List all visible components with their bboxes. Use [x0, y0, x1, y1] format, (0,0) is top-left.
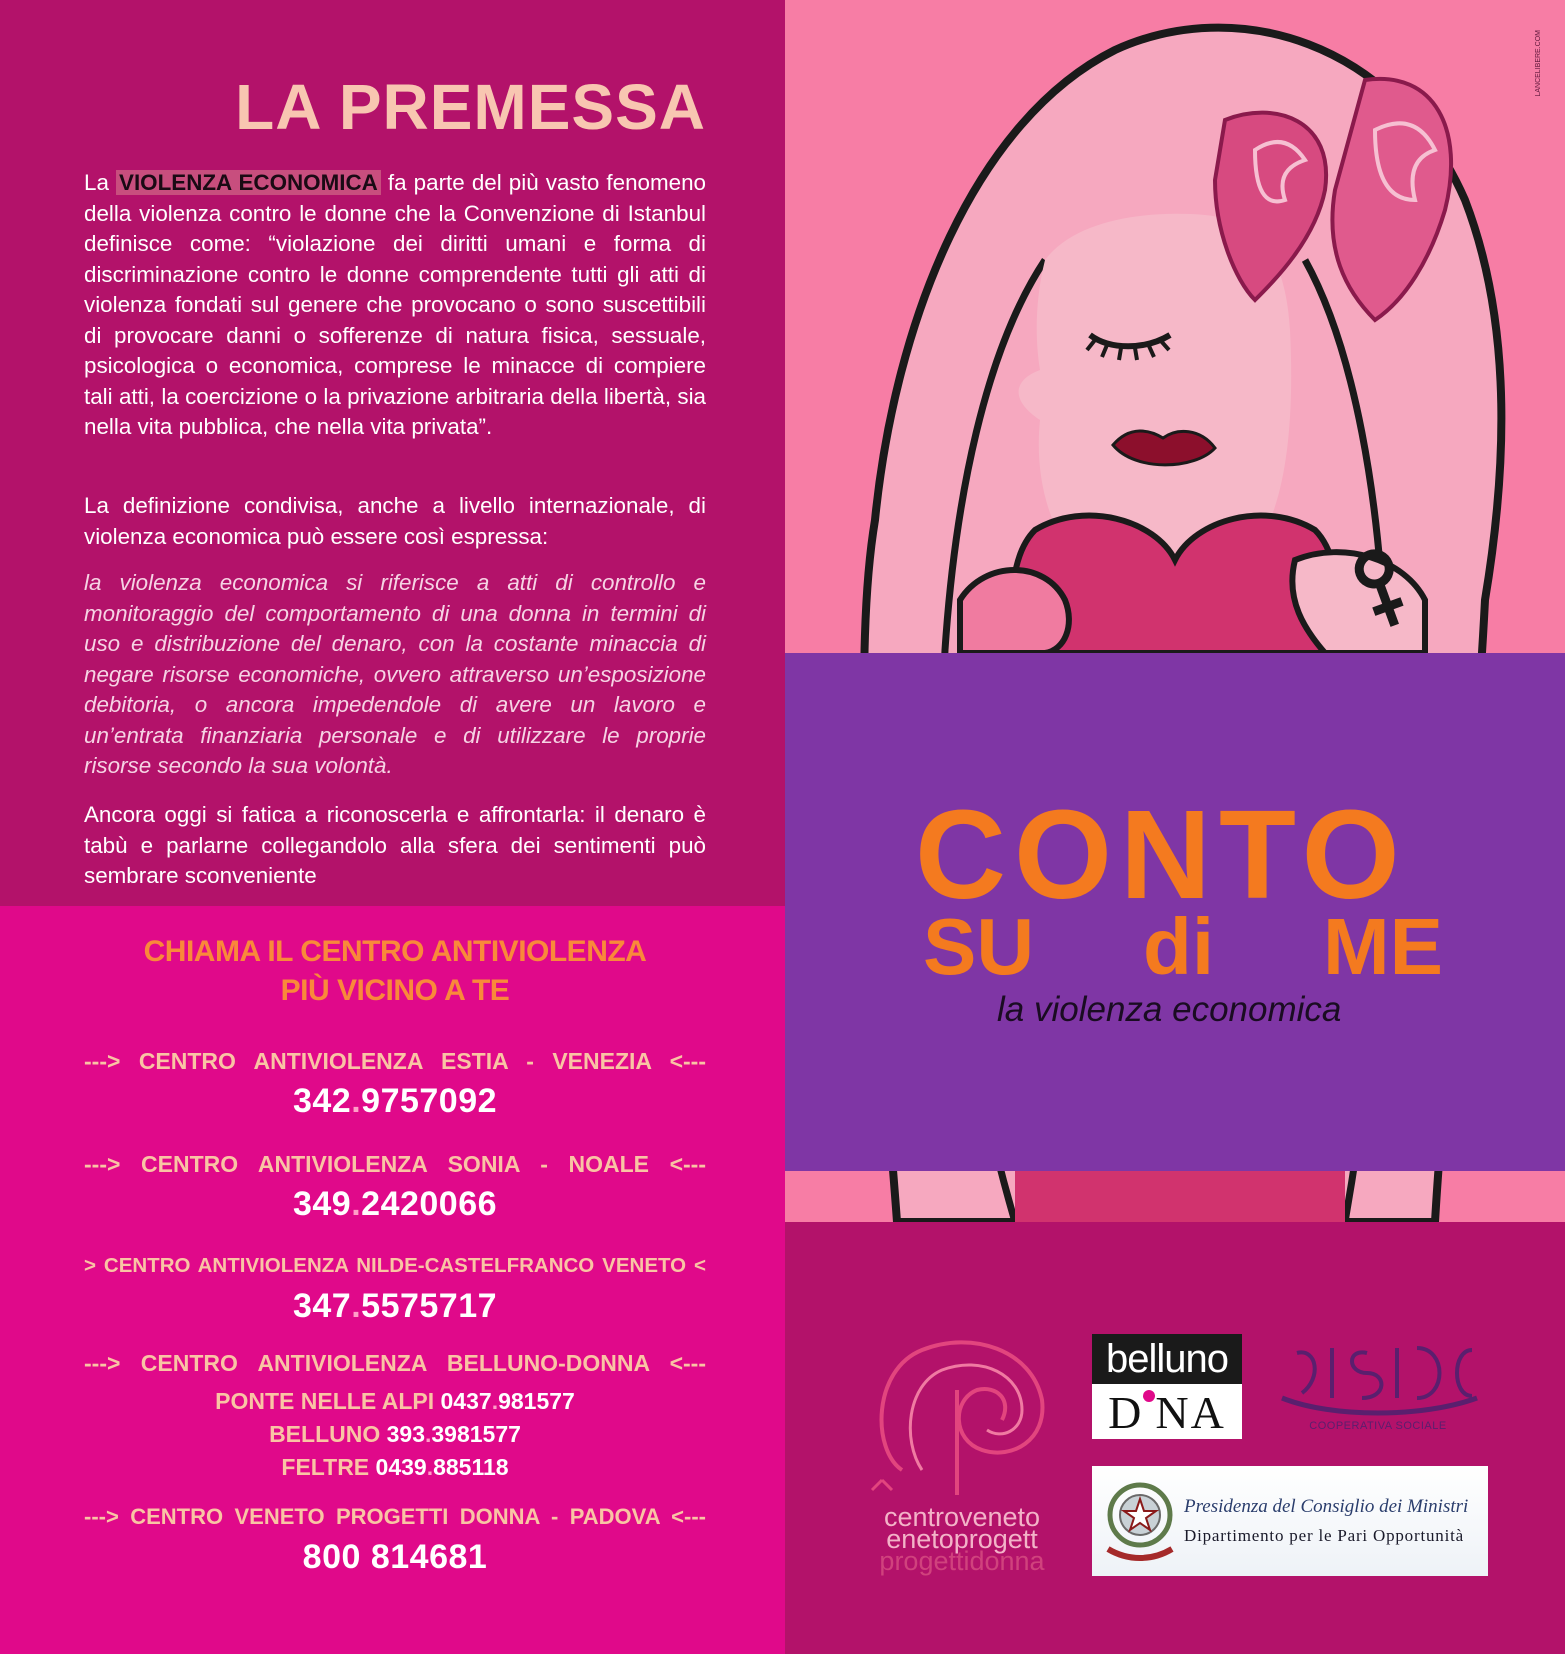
belluno-letters-rest: NA: [1155, 1387, 1226, 1438]
contacts-title-line-2: PIÙ VICINO A TE: [280, 974, 510, 1007]
cover-title-line-2: [923, 902, 1443, 992]
logo-centro-veneto-progetti-donna: [862, 1330, 1062, 1590]
phone-ponte-nelle-alpi[interactable]: [84, 1388, 706, 1415]
violenza-economica-highlight: VIOLENZA ECONOMICA: [116, 170, 381, 195]
place-name: PONTE NELLE ALPI: [215, 1388, 435, 1414]
phone-separator: .: [351, 1082, 362, 1120]
phone-number: 885118: [433, 1454, 509, 1480]
belluno-letter-d: D: [1108, 1387, 1144, 1438]
dress-bottom: [1015, 1171, 1345, 1222]
title-di: di: [1143, 902, 1215, 991]
phone-prefix: 0439: [375, 1454, 427, 1480]
phone-number: 3981577: [431, 1421, 521, 1447]
belluno-wordmark-bottom: [1092, 1386, 1242, 1439]
premessa-title: LA PREMESSA: [235, 71, 706, 143]
phone-number: 2420066: [361, 1185, 498, 1223]
contacts-title: [84, 932, 706, 1010]
logo-presidenza-consiglio: [1092, 1466, 1488, 1576]
centre-name-belluno: ---> CENTRO ANTIVIOLENZA BELLUNO-DONNA <---: [84, 1350, 706, 1376]
logo-belluno-donna: [1092, 1334, 1242, 1439]
centre-name-sonia: ---> CENTRO ANTIVIOLENZA SONIA - NOALE <---: [84, 1151, 706, 1177]
premessa-paragraph-1: [84, 168, 706, 443]
centre-name-nilde: > CENTRO ANTIVIOLENZA NILDE-CASTELFRANCO VENETO <: [84, 1254, 706, 1277]
phone-prefix: 800 814681: [302, 1538, 488, 1576]
phone-number: 5575717: [361, 1287, 498, 1325]
centre-name-padova: ---> CENTRO VENETO PROGETTI DONNA - PADOVA <---: [84, 1504, 706, 1529]
definition-quote: la violenza economica si riferisce a atti di controllo e monitoraggio del comportamento di una donna in termini di uso e distribuzione del denaro, con la costante minaccia di negare risorse economiche, ovvero attraverso un’esposizione debitoria, o ancora impedendole di avere un lavoro e un’entrata finanziaria personale e di utilizzare le proprie risorse secondo la sua volontà.: [84, 570, 706, 778]
presidenza-name: Presidenza del Consiglio dei Ministri: [1184, 1496, 1469, 1517]
place-name: BELLUNO: [269, 1421, 381, 1447]
phone-number: 981577: [498, 1388, 575, 1414]
logo-iside: [1272, 1338, 1484, 1438]
spiral-logo-icon: [862, 1330, 1062, 1500]
phone-separator: .: [425, 1421, 432, 1447]
cover-title: CONTO: [915, 784, 1408, 925]
paragraph-1-rest: fa parte del più vasto fenomeno della violenza contro le donne che la Convenzione di Istanbul definisce come: “violazione dei diritti umani e forma di discriminazione contro le donne comprendente tutti gli atti di violenza fondati sul genere che provocano o sono suscettibili di provocare danni o sofferenze di natura fisica, sessuale, psicologica o economica, comprese le minacce di compiere tali atti, la coercizione o la privazione arbitraria della libertà, sia nella vita pubblica, che nella vita privata”.: [84, 170, 706, 439]
phone-number: 9757092: [361, 1082, 498, 1120]
phone-padova[interactable]: [84, 1538, 706, 1577]
dipartimento-name: Dipartimento per le Pari Opportunità: [1184, 1526, 1464, 1545]
phone-prefix: 0437: [440, 1388, 492, 1414]
phone-nilde[interactable]: [84, 1287, 706, 1326]
title-su: SU: [923, 902, 1035, 991]
left-hand: [960, 570, 1069, 653]
centre-name-estia: ---> CENTRO ANTIVIOLENZA ESTIA - VENEZIA <---: [84, 1048, 706, 1074]
cvpd-line-1: centroveneto: [883, 1502, 1041, 1532]
phone-separator: .: [426, 1454, 434, 1480]
credit-text: LANCELIBERE.COM: [1535, 30, 1542, 97]
iside-caption: COOPERATIVA SOCIALE: [1309, 1420, 1447, 1432]
phone-estia[interactable]: [84, 1082, 706, 1121]
cover-subtitle: la violenza economica: [997, 990, 1342, 1029]
paragraph-1-start: La: [84, 170, 117, 195]
cvpd-wordmark: [862, 1502, 1062, 1576]
phone-separator: .: [491, 1388, 499, 1414]
phone-belluno[interactable]: [84, 1421, 706, 1448]
premessa-paragraph-4: Ancora oggi si fatica a riconoscerla e affrontarla: il denaro è tabù e parlarne collegandolo alla sfera dei sentimenti può sembrare sconveniente: [84, 802, 706, 888]
phone-sonia[interactable]: [84, 1185, 706, 1224]
phone-separator: .: [351, 1185, 362, 1223]
phone-prefix: 342: [292, 1082, 352, 1120]
italian-emblem-icon: [1098, 1473, 1182, 1569]
title-me: ME: [1322, 902, 1443, 991]
belluno-wordmark-top: belluno: [1092, 1334, 1242, 1384]
premessa-paragraph-2: La definizione condivisa, anche a livello internazionale, di violenza economica può essere così espressa:: [84, 493, 706, 549]
phone-prefix: 393: [386, 1421, 425, 1447]
iside-wordmark-icon: [1272, 1338, 1484, 1418]
place-name: FELTRE: [281, 1454, 370, 1480]
phone-prefix: 349: [292, 1185, 352, 1223]
pink-dot-icon: [1143, 1390, 1155, 1402]
cvpd-line-2: enetoprogett: [886, 1524, 1038, 1554]
contacts-title-line-1: CHIAMA IL CENTRO ANTIVIOLENZA: [143, 935, 647, 968]
phone-prefix: 347: [292, 1287, 352, 1325]
phone-feltre[interactable]: [84, 1454, 706, 1481]
phone-separator: .: [351, 1287, 362, 1325]
cvpd-line-3: progettidonna: [879, 1546, 1045, 1576]
